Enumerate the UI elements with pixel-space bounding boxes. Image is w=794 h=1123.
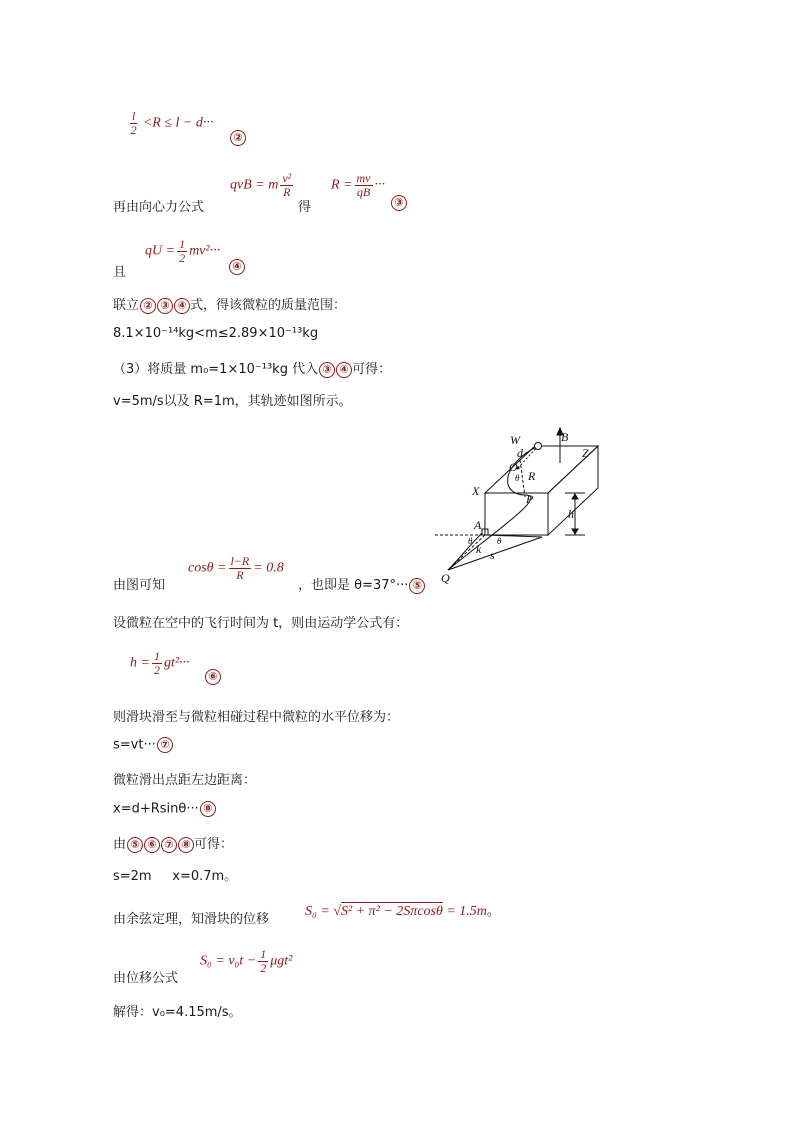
- fraction: $\frac{l}{2}$: [130, 109, 137, 137]
- equation-7: s=vt··· ⑦: [113, 737, 173, 753]
- label-h: h: [568, 507, 574, 521]
- label-d: d: [517, 446, 523, 460]
- label-q: Q: [441, 571, 450, 585]
- displacement-equation: S₀ = v₀t − $\frac{1}{2}$ μgt²: [200, 947, 293, 975]
- eq6-number: ⑥: [204, 669, 221, 685]
- displacement-lead: 由位移公式: [113, 971, 179, 986]
- equation-5: cosθ = $\frac{l-R}{R}$ = 0.8: [188, 554, 284, 582]
- equation-3a: qvB = m $\frac{\text{v²}}{R}$: [230, 171, 292, 199]
- box-front-face: [485, 493, 548, 535]
- slide-line: 则滑块滑至与微粒相碰过程中微粒的水平位移为：: [113, 710, 400, 725]
- eq4-number: ④: [228, 259, 245, 275]
- label-x: X: [472, 484, 480, 498]
- label-o: O: [509, 460, 518, 474]
- cosine-equation: S₀ = √S² + π² − 2Sπcosθ = 1.5m。: [305, 904, 500, 919]
- equation-2: $\frac{l}{2}$ <R ≤ l − d···: [130, 109, 214, 137]
- label-w: W: [510, 433, 520, 447]
- eq4-lead: 且: [113, 265, 127, 280]
- equation-3b: R = $\frac{mv}{qB}$ ···: [331, 171, 385, 199]
- from-line: 由 ⑤ ⑥ ⑦ ⑧ 可得：: [113, 837, 234, 852]
- combine-line: 联立 ② ③ ④ 式，得该微粒的质量范围：: [113, 298, 347, 313]
- mass-range: 8.1×10⁻¹⁴kg<m≤2.89×10⁻¹³kg: [113, 326, 319, 341]
- label-theta-3: θ: [497, 536, 502, 546]
- equation-6: h = $\frac{1}{2}$ gt²···: [130, 649, 190, 677]
- label-a: A: [474, 518, 482, 532]
- left-distance-line: 微粒滑出点距左边距离：: [113, 773, 257, 788]
- eq3-mid: 得: [298, 200, 312, 215]
- start-point: [535, 443, 542, 450]
- velocity-radius-line: v=5m/s以及 R=1m，其轨迹如图所示。: [113, 394, 352, 409]
- trajectory-figure: [430, 425, 610, 590]
- eq3-number: ③: [390, 195, 407, 211]
- flight-time-line: 设微粒在空中的飞行时间为 t，则由运动学公式有：: [113, 616, 409, 631]
- label-k: k: [476, 542, 482, 556]
- label-p: P: [526, 492, 534, 506]
- result-sx: s=2m x=0.7m。: [113, 869, 238, 884]
- eq5-mid: ，也即是 θ=37°··· ⑤: [298, 574, 425, 594]
- label-z: Z: [582, 446, 589, 460]
- label-theta-2: θ: [468, 536, 473, 546]
- box-right-face: [548, 446, 598, 535]
- answer-line: 解得：v₀=4.15m/s。: [113, 1005, 242, 1020]
- equation-8: x=d+Rsinθ··· ⑧: [113, 801, 216, 817]
- eq5-lead: 由图可知: [113, 578, 166, 593]
- label-r: R: [528, 469, 536, 483]
- label-s: s: [490, 548, 495, 562]
- part3-line: （3）将质量 m₀=1×10⁻¹³kg 代入 ③ ④ 可得：: [113, 362, 392, 377]
- label-b: B: [561, 430, 569, 444]
- label-theta-1: θ: [515, 473, 520, 483]
- equation-4: qU = $\frac{1}{2}$ mv²···: [145, 237, 221, 265]
- eq2-number: ②: [229, 130, 246, 146]
- eq3-lead: 再由向心力公式: [113, 200, 205, 215]
- cosine-lead: 由余弦定理，知滑块的位移: [113, 912, 270, 927]
